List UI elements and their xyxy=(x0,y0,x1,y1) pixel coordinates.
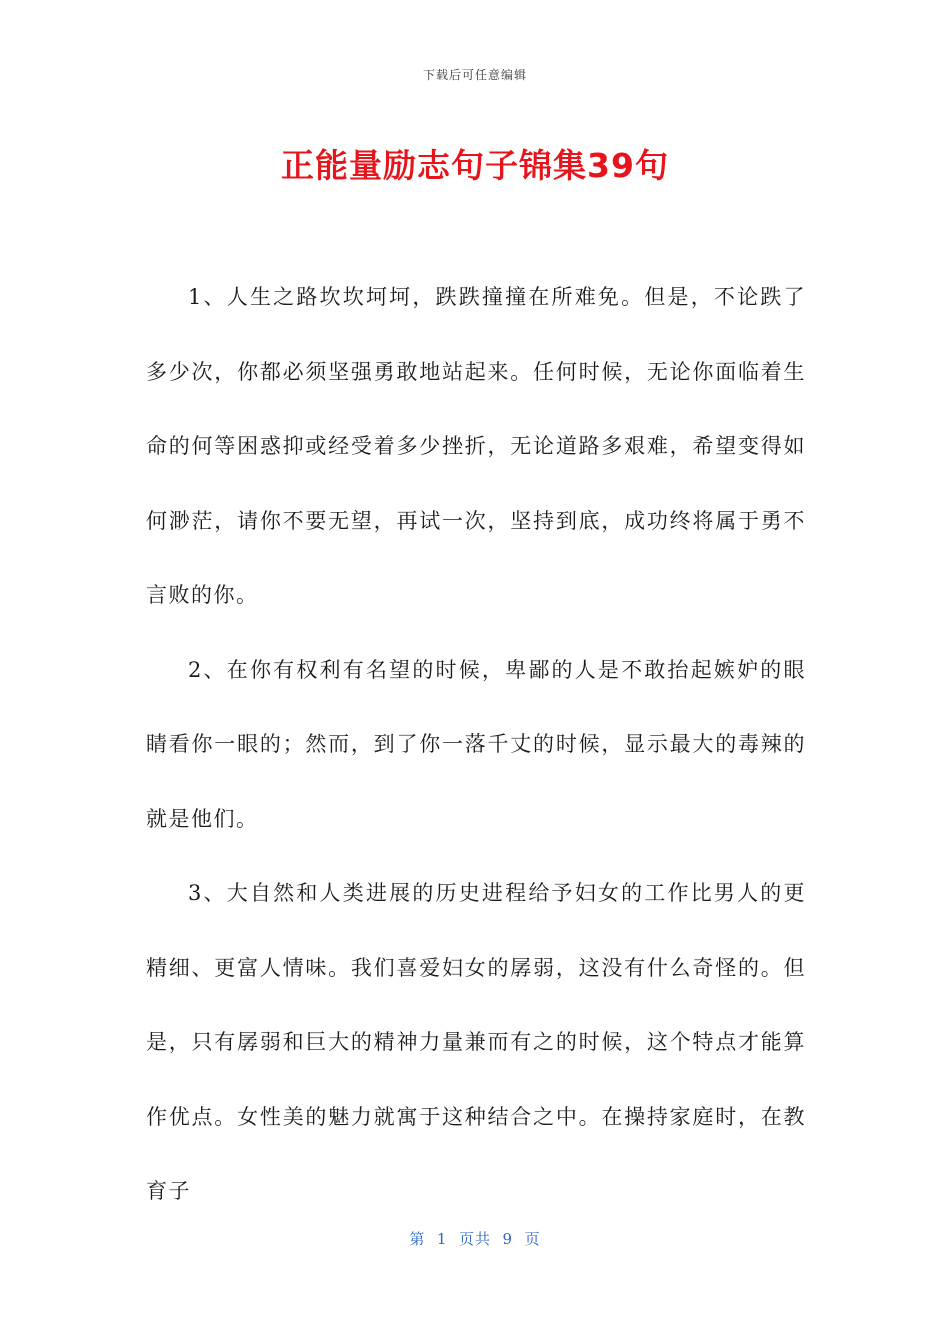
document-body xyxy=(146,260,806,1229)
page-header-note: 下载后可任意编辑 xyxy=(422,68,527,82)
paragraph-1: 1、人生之路坎坎坷坷，跌跌撞撞在所难免。但是，不论跌了多少次，你都必须坚强勇敢地站起来。任何时候，无论你面临着生命的何等困惑抑或经受着多少挫折，无论道路多艰难，希望变得如何渺茫，请你不要无望，再试一次，坚持到底，成功终将属于勇不言败的你。 xyxy=(146,285,806,607)
page-number-footer: 第 1 页共 9 页 xyxy=(409,1230,541,1248)
paragraph-2: 2、在你有权利有名望的时候，卑鄙的人是不敢抬起嫉妒的眼睛看你一眼的；然而，到了你一落千丈的时候，显示最大的毒辣的就是他们。 xyxy=(146,657,806,831)
document-title: 正能量励志句子锦集39句 xyxy=(281,146,669,185)
paragraph-3: 3、大自然和人类进展的历史进程给予妇女的工作比男人的更精细、更富人情味。我们喜爱妇女的孱弱，这没有什么奇怪的。但是，只有孱弱和巨大的精神力量兼而有之的时候，这个特点才能算作优点。女性美的魅力就寓于这种结合之中。在操持家庭时，在教育子 xyxy=(146,881,806,1203)
